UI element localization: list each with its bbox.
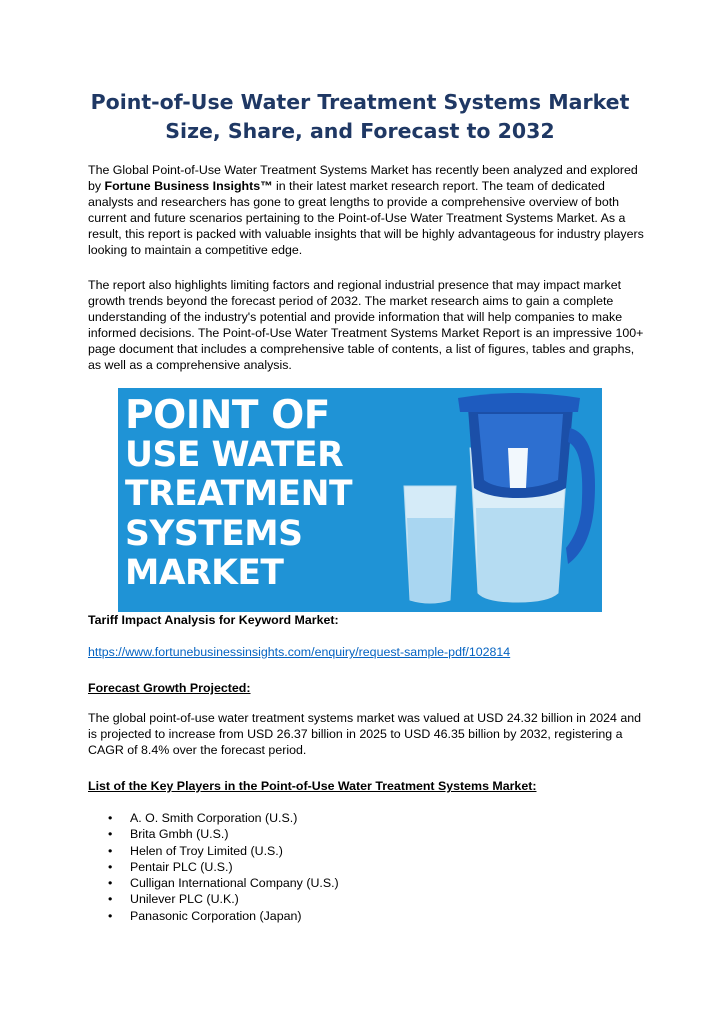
brand-name: Fortune Business Insights™ xyxy=(104,178,273,193)
intro-paragraph: The Global Point-of-Use Water Treatment Systems Market has recently been analyzed and explored by Fortune Business Insights™ in their latest market research report. The team of dedicated analysts and researchers has gone to great lengths to provide a comprehensive overview of both current and future scenarios pertaining to the Point-of-Use Water Treatment Systems Market. As a result, this report is packed with valuable insights that will be highly advantageous for industry players looking to maintain a competitive edge. xyxy=(88,163,644,257)
report-paragraph: The report also highlights limiting factors and regional industrial presence that may impact market growth trends beyond the forecast period of 2032. The market research aims to gain a complete understanding of the industry's potential and provide information that will help companies to make informed decisions. The Point-of-Use Water Treatment Systems Market Report is an impressive 100+ page document that includes a comprehensive table of contents, a list of figures, tables and graphs, as well as a comprehensive analysis. xyxy=(88,278,644,372)
tariff-heading: Tariff Impact Analysis for Keyword Market: xyxy=(88,613,339,627)
sample-request-link[interactable]: https://www.fortunebusinessinsights.com/enquiry/request-sample-pdf/102814 xyxy=(88,645,511,659)
hero-image xyxy=(118,388,602,612)
list-item: • Culligan International Company (U.S.) xyxy=(130,875,339,891)
key-players-list xyxy=(130,810,339,924)
forecast-heading: Forecast Growth Projected: xyxy=(88,681,251,695)
hero-title: POINT OF USE WATER TREATMENT SYSTEMS MARKET xyxy=(125,393,353,593)
page-title: Point-of-Use Water Treatment Systems Market Size, Share, and Forecast to 2032 xyxy=(90,90,630,143)
list-item: • Panasonic Corporation (Japan) xyxy=(130,908,339,924)
list-item: • Helen of Troy Limited (U.S.) xyxy=(130,843,339,859)
forecast-paragraph: The global point-of-use water treatment systems market was valued at USD 24.32 billion in 2024 and is projected to increase from USD 26.37 billion in 2025 to USD 46.35 billion by 2032, registering a CAGR of 8.4% over the forecast period. xyxy=(88,711,642,757)
list-item: • A. O. Smith Corporation (U.S.) xyxy=(130,810,339,826)
water-pitcher-icon xyxy=(398,388,602,612)
list-item: • Brita Gmbh (U.S.) xyxy=(130,826,339,842)
list-item: • Pentair PLC (U.S.) xyxy=(130,859,339,875)
list-item: • Unilever PLC (U.K.) xyxy=(130,891,339,907)
players-heading: List of the Key Players in the Point-of-Use Water Treatment Systems Market: xyxy=(88,779,537,793)
